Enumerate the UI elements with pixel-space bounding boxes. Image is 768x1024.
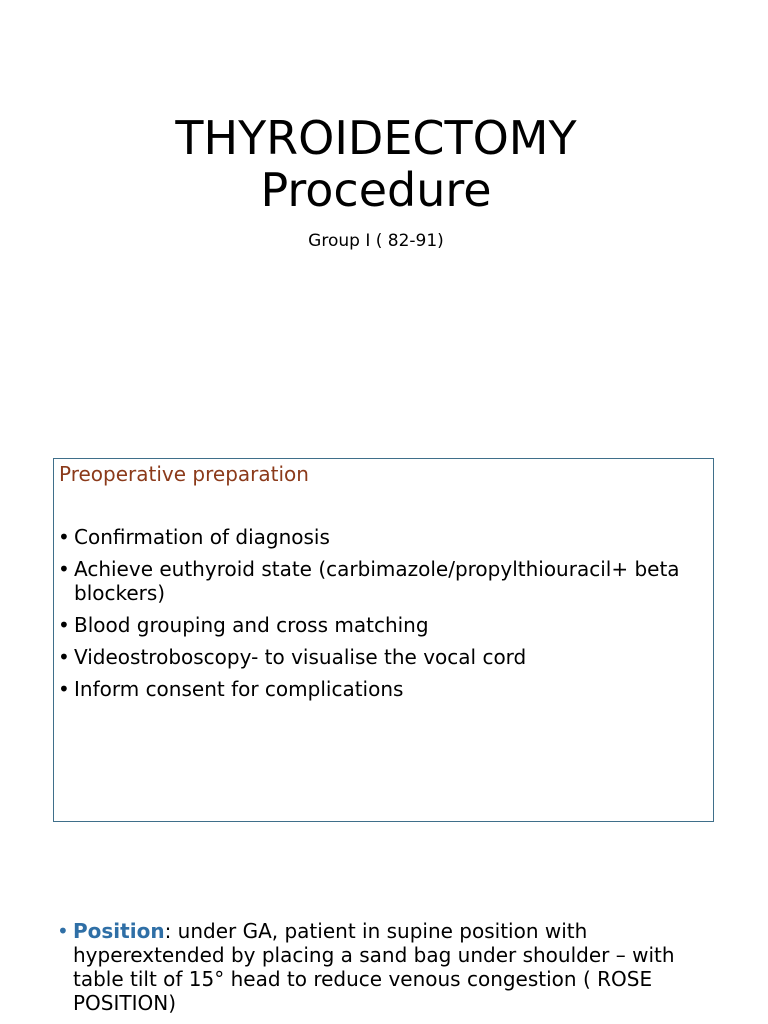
page-title-second-line: Procedure	[260, 163, 492, 217]
list-item-text: Inform consent for complications	[74, 677, 404, 701]
list-item	[58, 677, 708, 701]
list-item-text: Confirmation of diagnosis	[74, 525, 330, 549]
bullet-icon: •	[58, 557, 70, 581]
list-item-text: Videostroboscopy- to visualise the vocal cord	[74, 645, 527, 669]
bullet-icon: •	[58, 525, 70, 549]
list-item	[58, 613, 708, 637]
page-subtitle: Group I ( 82-91)	[308, 231, 444, 251]
bullet-icon: •	[58, 677, 70, 701]
title-block	[0, 112, 752, 252]
list-item-text: Achieve euthyroid state (carbimazole/propylthiouracil+ beta blockers)	[74, 557, 680, 605]
preoperative-preparation-box	[53, 458, 714, 822]
bullet-icon: •	[57, 919, 69, 943]
list-item	[58, 645, 708, 669]
position-label: Position	[73, 919, 165, 943]
list-item	[58, 525, 708, 549]
position-paragraph	[57, 919, 727, 1015]
position-section	[57, 919, 727, 1015]
bullet-icon: •	[58, 613, 70, 637]
bullet-icon: •	[58, 645, 70, 669]
preoperative-heading: Preoperative preparation	[59, 462, 309, 486]
list-item-text: Blood grouping and cross matching	[74, 613, 429, 637]
list-item	[58, 557, 708, 605]
preoperative-list	[58, 525, 708, 709]
page-title: THYROIDECTOMY	[175, 111, 577, 165]
position-description: : under GA, patient in supine position with hyperextended by placing a sand bag under shoulder – with table tilt of 15° head to reduce venous congestion ( ROSE POSITION)	[73, 919, 675, 1015]
